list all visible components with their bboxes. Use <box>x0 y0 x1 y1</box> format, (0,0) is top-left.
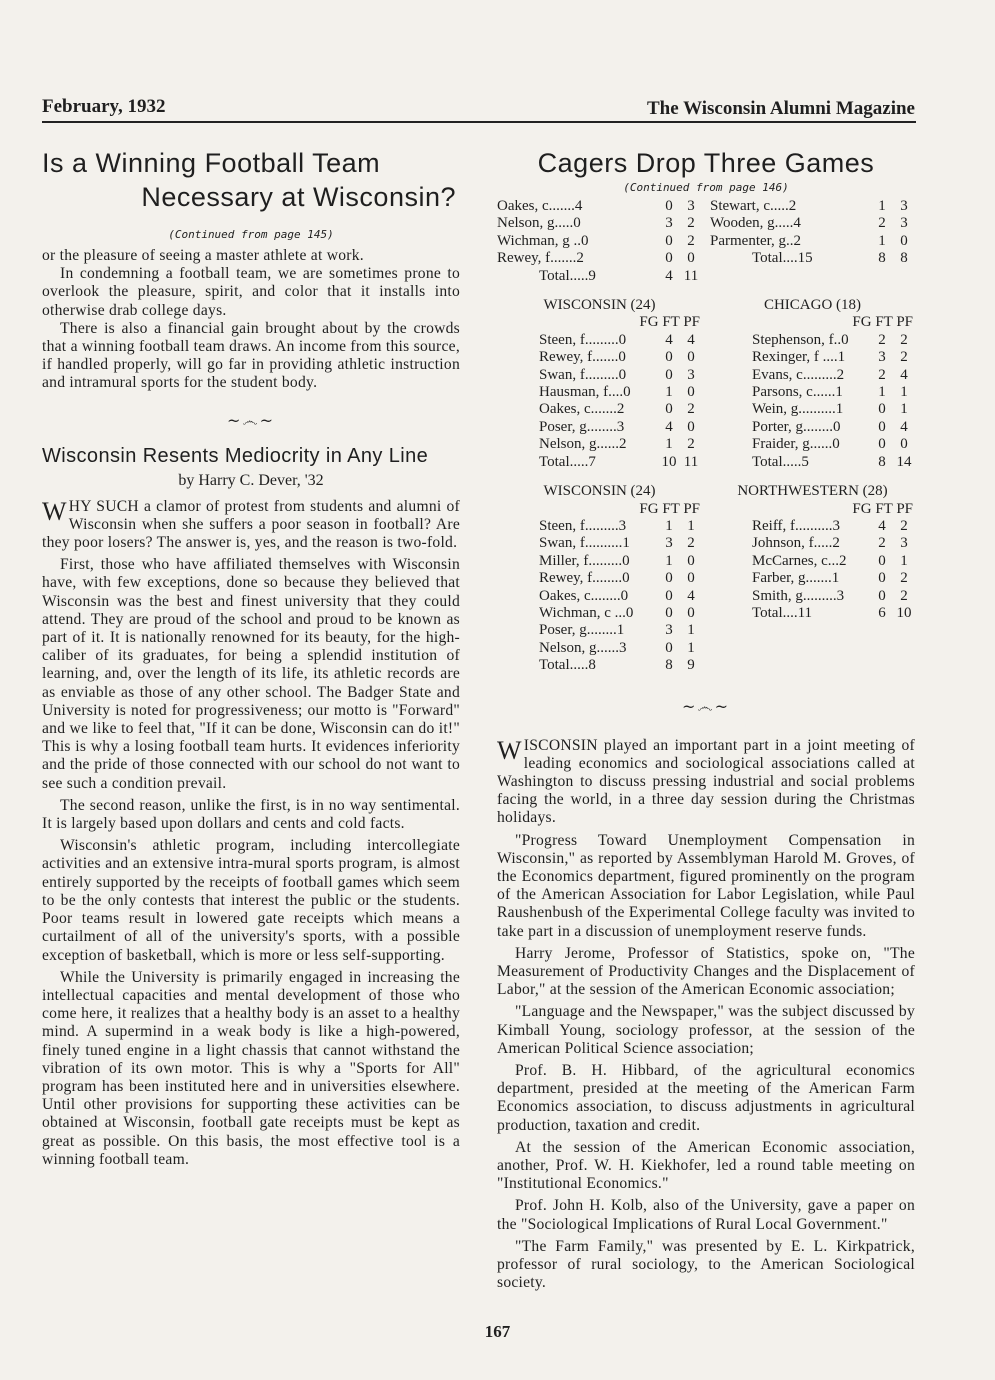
total-row <box>497 268 702 285</box>
stat-value: 1 <box>687 622 695 639</box>
article4-paragraph: WISCONSIN played an important part in a joint meeting of leading economics and sociological associations called at Washington to discuss pressing industrial and social problems facing the world, in a three day session during the Christmas holidays. <box>497 735 915 827</box>
player-name: Stephenson, f..0 <box>752 331 849 348</box>
player-name: Rewey, f........0 <box>539 570 630 587</box>
stat-value: 1 <box>900 384 908 401</box>
stat-value: 2 <box>687 232 695 249</box>
box-score <box>710 198 915 285</box>
stat-value: 0 <box>665 198 673 214</box>
total-row <box>497 535 702 552</box>
stat-value: 4 <box>687 331 695 348</box>
player-name: Rexinger, f ....1 <box>752 349 846 366</box>
player-row <box>497 215 702 232</box>
total-row <box>497 436 702 453</box>
total-row <box>497 657 702 674</box>
stat-value: 0 <box>665 349 673 366</box>
stat-value: 2 <box>687 436 695 453</box>
article2-paragraph: While the University is primarily engaged in increasing the intellectual capacities and mental development of those who come here, it realizes that a healthy body is an asset to a healthy mind. A supermind in a weak body is like a high-powered, finely tuned engine in a light chassis that cannot withstand the vibration of its own motor. This is why a "Sports for All" program has been instituted here and in universities elsewhere. Until other provisions for supporting these activities can be obtained at Wisconsin, football gate receipts must be kept as great as possible. On this basis, the most effective tool is a winning football team. <box>42 968 460 1168</box>
article1-paragraph: or the pleasure of seeing a master athlete at work. <box>42 247 364 264</box>
player-name: Reiff, f..........3 <box>752 517 841 534</box>
article2-paragraph: The second reason, unlike the first, is in no way sentimental. It is largely based upon dollars and cents and cold facts. <box>42 796 460 833</box>
box-score <box>710 293 915 471</box>
box-score <box>497 479 702 674</box>
stat-value: 1 <box>687 639 695 656</box>
player-name: Oakes, c.......2 <box>539 401 625 418</box>
article2-title: Wisconsin Resents Mediocrity in Any Line <box>42 444 429 467</box>
total-row <box>710 332 915 349</box>
player-name: Farber, g.......1 <box>752 570 840 587</box>
total-row <box>497 605 702 622</box>
stat-value: 2 <box>900 331 908 348</box>
stat-value: 4 <box>900 418 908 435</box>
stat-value: 0 <box>687 604 695 621</box>
player-name: Swan, f.........0 <box>539 366 627 383</box>
stat-value: 11 <box>683 267 699 284</box>
stat-value: 2 <box>900 570 908 587</box>
player-name: Fraider, g......0 <box>752 436 840 453</box>
column-headers: FG FT PF <box>852 314 913 331</box>
total-row <box>497 419 702 436</box>
ornament-divider: ~෴~ <box>682 696 730 716</box>
player-name: Miller, f.........0 <box>539 552 630 569</box>
article1-paragraph: There is also a financial gain brought about by the crowds that a winning football team draws. An income from this source, if handled properly, will go far in providing athletic instruction and intramural sports for the student body. <box>42 319 460 392</box>
article3-continued: (Continued from page 146) <box>623 181 789 194</box>
stat-value: 0 <box>878 570 886 587</box>
stat-value: 0 <box>665 401 673 418</box>
player-row <box>497 250 702 267</box>
player-name: Parmenter, g..2 <box>710 232 802 249</box>
stat-value: 6 <box>878 604 886 621</box>
column-headers: FG FT PF <box>852 500 913 517</box>
total-row <box>497 384 702 401</box>
player-name: Steen, f.........0 <box>539 331 627 348</box>
stat-value: 0 <box>687 384 695 401</box>
box-score-row <box>497 198 915 285</box>
stat-value: 4 <box>665 331 673 348</box>
article4-paragraph: At the session of the American Economic association, another, Prof. W. H. Kiekhofer, led a round table meeting on "Institutional Economics." <box>497 1138 915 1193</box>
stat-value: 2 <box>878 215 886 232</box>
player-name: McCarnes, c...2 <box>752 552 847 569</box>
stat-value: 0 <box>665 570 673 587</box>
total-row <box>710 605 915 622</box>
player-name: Porter, g........0 <box>752 418 841 435</box>
stat-value: 11 <box>683 453 699 470</box>
total-row <box>710 367 915 384</box>
page-number: 167 <box>484 1322 511 1341</box>
stat-value: 0 <box>665 639 673 656</box>
stat-value: 9 <box>687 657 695 674</box>
stat-value: 2 <box>900 517 908 534</box>
player-name: Total....15 <box>752 250 813 267</box>
stat-value: 0 <box>665 587 673 604</box>
player-name: Swan, f..........1 <box>539 535 630 552</box>
stat-value: 2 <box>687 215 695 232</box>
player-name: Total....11 <box>752 604 813 621</box>
player-name: Oakes, c........0 <box>539 587 629 604</box>
player-name: Wein, g..........1 <box>752 401 844 418</box>
stat-value: 4 <box>665 418 673 435</box>
stat-value: 3 <box>878 349 886 366</box>
total-row <box>710 436 915 453</box>
stat-value: 3 <box>665 622 673 639</box>
player-name: Nelson, g.....0 <box>497 215 581 232</box>
left-column <box>42 140 460 1169</box>
stat-value: 0 <box>687 250 695 267</box>
article1-paragraph: In condemning a football team, we are sometimes prone to overlook the pleasure, spirit, and color that it installs into otherwise drab college days. <box>42 265 460 319</box>
stat-value: 3 <box>900 535 908 552</box>
player-name: Poser, g........1 <box>539 622 625 639</box>
article2-paragraph: Wisconsin's athletic program, including intercollegiate activities and an extensive intra-mural sports program, is almost entirely supported by the receipts of football games which seem to be the only contests that interest the public or the students. Poor teams result in lowered gate receipts which means a curtailment of all of the university's sports, with a possible exception of basketball, which is more or less self-supporting. <box>42 837 460 964</box>
stat-value: 4 <box>878 517 886 534</box>
stat-value: 2 <box>687 535 695 552</box>
stat-value: 2 <box>900 349 908 366</box>
total-row <box>710 349 915 366</box>
total-row <box>710 419 915 436</box>
box-score <box>710 479 915 674</box>
stat-value: 4 <box>687 587 695 604</box>
stat-value: 3 <box>900 215 908 232</box>
stat-value: 1 <box>665 552 673 569</box>
total-row <box>710 401 915 418</box>
article4-paragraph: "The Farm Family," was presented by E. L. Kirkpatrick, professor of rural sociology, to the American Sociological society. <box>497 1237 915 1292</box>
magazine-title: The Wisconsin Alumni Magazine <box>647 98 915 119</box>
box-score <box>497 293 702 471</box>
stat-value: 3 <box>687 366 695 383</box>
total-row <box>497 332 702 349</box>
box-score <box>497 198 702 285</box>
player-name: Evans, c.........2 <box>752 366 845 383</box>
stat-value: 1 <box>900 552 908 569</box>
player-name: Hausman, f....0 <box>539 384 631 401</box>
stat-value: 0 <box>878 587 886 604</box>
stat-value: 4 <box>900 366 908 383</box>
article4-paragraph: Harry Jerome, Professor of Statistics, spoke on, "The Measurement of Productivity Changes and the Displacement of Labor," at the session of the American Economic association; <box>497 944 915 999</box>
article2-paragraph: WHY SUCH a clamor of protest from students and alumni of Wisconsin when she suffers a poor season in football? Are they poor losers? The answer is, yes, and the reason is two-fold. <box>42 496 460 552</box>
stat-value: 1 <box>900 401 908 418</box>
stat-value: 0 <box>687 570 695 587</box>
stat-value: 0 <box>665 604 673 621</box>
player-name: Wooden, g.....4 <box>710 215 801 232</box>
stat-value: 2 <box>878 366 886 383</box>
stat-value: 8 <box>878 250 886 267</box>
total-row <box>497 518 702 535</box>
article4-paragraph: "Progress Toward Unemployment Compensation in Wisconsin," as reported by Assemblyman Harold M. Groves, of the Economics department, figured prominently on the program of the American Association for Labor Legislation, while Paul Raushenbush of the Experimental College faculty was invited to take part in a discussion of unemployment reserve funds. <box>497 831 915 940</box>
total-row <box>497 349 702 366</box>
article4-paragraph: Prof. B. H. Hibbard, of the agricultural economics department, presided at the meeting of the American Farm Economics association, to discuss adjustments in agricultural production, taxation and credit. <box>497 1062 915 1134</box>
stat-value: 0 <box>878 552 886 569</box>
total-row <box>497 401 702 418</box>
player-name: Wichman, c ...0 <box>539 604 634 621</box>
player-name: Poser, g........3 <box>539 418 625 435</box>
stat-value: 2 <box>878 535 886 552</box>
right-column <box>497 140 915 1292</box>
stat-value: 1 <box>665 517 673 534</box>
box-score-row <box>497 293 915 471</box>
stat-value: 2 <box>878 331 886 348</box>
total-row <box>497 553 702 570</box>
player-row <box>710 215 915 232</box>
stat-value: 1 <box>665 384 673 401</box>
player-row <box>710 233 915 250</box>
stat-value: 14 <box>896 453 912 470</box>
total-row <box>497 588 702 605</box>
stat-value: 8 <box>665 657 673 674</box>
article1-title-line1: Is a Winning Football Team <box>42 148 381 178</box>
article2-byline: by Harry C. Dever, '32 <box>178 471 324 489</box>
stat-value: 2 <box>900 587 908 604</box>
article3-title: Cagers Drop Three Games <box>537 148 875 178</box>
total-row <box>710 553 915 570</box>
total-row <box>710 454 915 471</box>
box-score-row <box>497 479 915 674</box>
team-heading: WISCONSIN (24) <box>543 297 656 314</box>
stat-value: 0 <box>687 552 695 569</box>
total-row <box>497 622 702 639</box>
player-name: Nelson, g......3 <box>539 639 627 656</box>
player-name: Rewey, f.......2 <box>497 250 584 267</box>
stat-value: 3 <box>900 198 908 214</box>
total-row <box>710 384 915 401</box>
stat-value: 2 <box>687 401 695 418</box>
article1-continued: (Continued from page 145) <box>168 228 334 241</box>
stat-value: 3 <box>665 215 673 232</box>
stat-value: 0 <box>687 418 695 435</box>
ornament-divider: ~෴~ <box>227 410 275 430</box>
total-row <box>710 535 915 552</box>
stat-value: 1 <box>687 517 695 534</box>
player-name: Oakes, c.......4 <box>497 198 583 214</box>
total-row <box>497 640 702 657</box>
stat-value: 0 <box>665 232 673 249</box>
article4-paragraph: Prof. John H. Kolb, also of the University, gave a paper on the "Sociological Implications of Rural Local Government." <box>497 1197 915 1233</box>
stat-value: 1 <box>878 384 886 401</box>
stat-value: 8 <box>900 250 908 267</box>
player-name: Stewart, c.....2 <box>710 198 797 214</box>
player-name: Wichman, g ..0 <box>497 232 589 249</box>
article2-paragraph: First, those who have affiliated themselves with Wisconsin have, with few exceptions, done so because they believed that Wisconsin was the best and finest university that they could attend. They are proud of the school and proud to be known as part of it. It is nationally renowned for its beauty, for the high-caliber of its graduates, for being a splendid institution of learning, and, over the length of its life, its athletic records are as enviable as those of any other school. The Badger State and University is noted for progressiveness; our motto is "Forward" and we like to feel that, "If it can be done, Wisconsin can do it!" This is why a losing football team hurts. It evidences inferiority and the pride of those connected with our school do not want to see such a condition prevail. <box>42 556 460 792</box>
stat-value: 0 <box>665 250 673 267</box>
stat-value: 0 <box>665 366 673 383</box>
player-name: Smith, g.........3 <box>752 587 845 604</box>
stat-value: 0 <box>878 436 886 453</box>
article1-title-line2: Necessary at Wisconsin? <box>141 182 456 212</box>
stat-value: 0 <box>878 401 886 418</box>
player-name: Johnson, f.....2 <box>752 535 840 552</box>
player-name: Nelson, g......2 <box>539 436 627 453</box>
player-row <box>497 233 702 250</box>
column-headers: FG FT PF <box>639 314 700 331</box>
total-row <box>710 518 915 535</box>
stat-value: 3 <box>665 535 673 552</box>
stat-value: 1 <box>665 436 673 453</box>
total-row <box>497 454 702 471</box>
stat-value: 3 <box>687 198 695 214</box>
total-row <box>710 588 915 605</box>
team-heading: NORTHWESTERN (28) <box>737 483 888 500</box>
player-name: Parsons, c......1 <box>752 384 843 401</box>
total-row <box>497 570 702 587</box>
team-heading: WISCONSIN (24) <box>543 483 656 500</box>
player-row <box>497 198 702 215</box>
stat-value: 0 <box>878 418 886 435</box>
total-row <box>497 367 702 384</box>
total-row <box>710 570 915 587</box>
stat-value: 8 <box>878 453 886 470</box>
player-row <box>710 198 915 215</box>
stat-value: 0 <box>900 436 908 453</box>
stat-value: 10 <box>896 604 912 621</box>
stat-value: 1 <box>878 232 886 249</box>
player-name: Total.....9 <box>539 267 596 284</box>
player-name: Steen, f.........3 <box>539 517 627 534</box>
stat-value: 1 <box>878 198 886 214</box>
stat-value: 4 <box>665 267 673 284</box>
total-row <box>710 250 915 267</box>
stat-value: 0 <box>687 349 695 366</box>
header-rule <box>42 121 916 123</box>
stat-value: 0 <box>900 232 908 249</box>
player-name: Total.....5 <box>752 453 809 470</box>
column-headers: FG FT PF <box>639 500 700 517</box>
player-name: Total.....8 <box>539 657 596 674</box>
player-name: Total.....7 <box>539 453 596 470</box>
team-heading: CHICAGO (18) <box>763 297 862 314</box>
article4-paragraph: "Language and the Newspaper," was the subject discussed by Kimball Young, sociology professor, at the session of the American Political Science association; <box>497 1003 915 1057</box>
stat-value: 10 <box>661 453 677 470</box>
issue-date: February, 1932 <box>42 96 166 117</box>
player-name: Rewey, f.......0 <box>539 349 626 366</box>
